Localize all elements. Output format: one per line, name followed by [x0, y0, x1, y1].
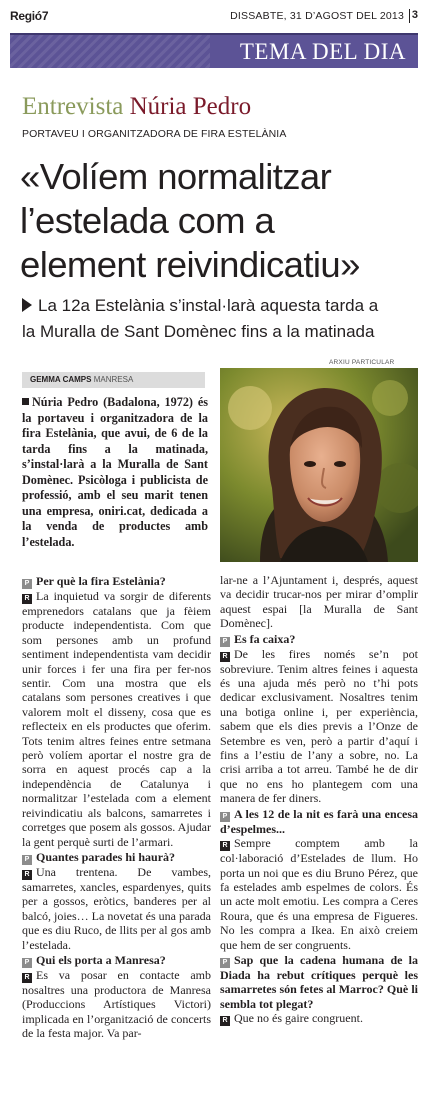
answer	[220, 1011, 418, 1026]
question-marker-icon: P	[220, 812, 230, 822]
question	[220, 632, 418, 647]
answer	[220, 647, 418, 806]
question-text: Per què la fira Estelània?	[36, 574, 166, 588]
answer	[22, 589, 211, 849]
question	[22, 953, 211, 968]
answer-marker-icon: R	[220, 1016, 230, 1026]
author-name: GEMMA CAMPS	[30, 375, 92, 384]
answer-text: Sempre comptem amb la col·laboració d’Estelades de llum. Ho porta un noi que es diu Bruno Pérez, que fa estelades amb espelmes de colors. És un acte molt emotiu. Les compra a Ceres Roura, que és una empresa de Figueres. No les compra a Ikea. En això creiem que hem de ser congruents.	[220, 836, 418, 952]
headline-line: «Volíem normalitzar	[20, 156, 332, 197]
answer	[220, 836, 418, 952]
header-divider	[409, 9, 410, 23]
question-marker-icon: P	[22, 855, 32, 865]
answer-text: La inquietud va sorgir de diferents emprenedors catalans que ja fèiem producte independentista. Com que som persones amb un profund sentiment independentista vam decidir unir forces i fer una fira per fer-nos sentir. Com una mostra que els catalans som persones creatives i que valorem molt el disseny, cosa que es reflecteix en els productes que oferim. Tots tenim altres feines entre setmana però volíem aportar el nostre gra de sorra en aquest procés cap a la independència de Catalunya i normalitzar l’estelada com a element reivindicatiu als balcons, samarretes i corretges que posem als gossos. Ajudar la gent perquè surti de l’armari.	[22, 589, 211, 849]
question	[220, 953, 418, 1011]
answer-text: lar-ne a l’Ajuntament i, després, aquest va decidir trucar-nos per mirar d’omplir aquest espai [la Muralla de Sant Domènec].	[220, 573, 418, 631]
section-title: TEMA DEL DIA	[239, 39, 406, 64]
intro-paragraph	[22, 395, 208, 550]
answer	[22, 968, 211, 1041]
photo-credit: ARXIU PARTICULAR	[329, 359, 395, 366]
question-text: Es fa caixa?	[234, 631, 296, 646]
answer-text: Una trentena. De vambes, samarretes, xancles, espardenyes, quits per a gossos, eròtics, banderes per al balcó, joies… La novetat és una parada que es diu Ruco, de llits per al gos amb l’estelada.	[22, 864, 211, 952]
qa-column-2	[220, 573, 418, 1026]
interviewee-photo	[220, 368, 418, 562]
question-text: Quantes parades hi haurà?	[36, 849, 176, 864]
deck-line: La 12a Estelània s’instal·larà aquesta tarda a	[38, 296, 379, 315]
interviewee-role: PORTAVEU I ORGANITZADORA DE FIRA ESTELÀNIA	[22, 128, 287, 140]
question-marker-icon: P	[220, 637, 230, 647]
answer-marker-icon: R	[22, 594, 32, 604]
deck-line: la Muralla de Sant Domènec fins a la matinada	[22, 322, 375, 341]
answer-text: De les fires només se’n pot sobreviure. Tenim altres feines i aquesta és una ajuda més però no t’hi pots dedicar exclusivament. Nosaltres tenim una botiga online i, per experiència, sabem que els dies previs a l’Onze de Setembre es ven, però a partir d’aquí i fins a l’estiu de l’any a sobre, no. La crisi arriba a tot arreu. També he de dir que no ens ho plantegem com una manera de fer diners.	[220, 646, 418, 806]
answer-text: Que no és gaire congruent.	[234, 1011, 363, 1026]
portrait-illustration	[220, 368, 418, 562]
headline	[20, 155, 420, 287]
byline	[22, 372, 205, 388]
page-header	[10, 7, 418, 27]
triangle-bullet-icon	[22, 298, 32, 312]
question-marker-icon: P	[220, 958, 230, 968]
question-marker-icon: P	[22, 579, 32, 589]
interviewee-name: Núria Pedro	[129, 93, 252, 120]
interview-kicker	[22, 93, 251, 121]
answer	[22, 865, 211, 952]
answer-marker-icon: R	[220, 841, 230, 851]
headline-line: element reivindicatiu»	[20, 244, 360, 285]
section-banner-pattern	[10, 35, 210, 68]
answer-marker-icon: R	[22, 973, 32, 983]
question-text: A les 12 de la nit es farà una encesa d’espelmes...	[220, 806, 418, 836]
question	[22, 574, 211, 589]
qa-column-1	[22, 573, 211, 1041]
answer-marker-icon: R	[220, 652, 230, 662]
dateline-place: MANRESA	[93, 375, 134, 384]
deck	[22, 293, 420, 345]
answer-text: Es va posar en contacte amb nosaltres una productora de Manresa (Produccions Artístiques Victori) implicada en l’organització de concerts de la festa major. Va par-	[22, 967, 211, 1041]
intro-text: Núria Pedro (Badalona, 1972) és la portaveu i organitzadora de la fira Estelània, que avui, de 6 de la tarda fins a la matinada, s’instal·larà a la Muralla de Sant Domènec. Psicòloga i publicista de professió, amb el seu marit tenen una empresa, oniri.cat, dedicada a la venda de productes amb l’estelada.	[22, 395, 208, 549]
section-banner	[10, 33, 418, 68]
question	[22, 850, 211, 865]
page-number: 3	[411, 9, 418, 21]
answer-marker-icon: R	[22, 870, 32, 880]
answer-continued	[220, 573, 418, 631]
kicker-label: Entrevista	[22, 93, 124, 120]
headline-line: l’estelada com a	[20, 200, 275, 241]
question-marker-icon: P	[22, 958, 32, 968]
dateline: DISSABTE, 31 D’AGOST DEL 2013	[230, 10, 404, 22]
square-bullet-icon	[22, 398, 29, 405]
question-text: Sap que la cadena humana de la Diada ha rebut crítiques perquè les samarretes són fetes al Marroc? Què li sembla tot plegat?	[220, 952, 418, 1011]
question	[220, 807, 418, 836]
newspaper-brand: Regió7	[10, 9, 49, 23]
question-text: Qui els porta a Manresa?	[36, 952, 166, 967]
